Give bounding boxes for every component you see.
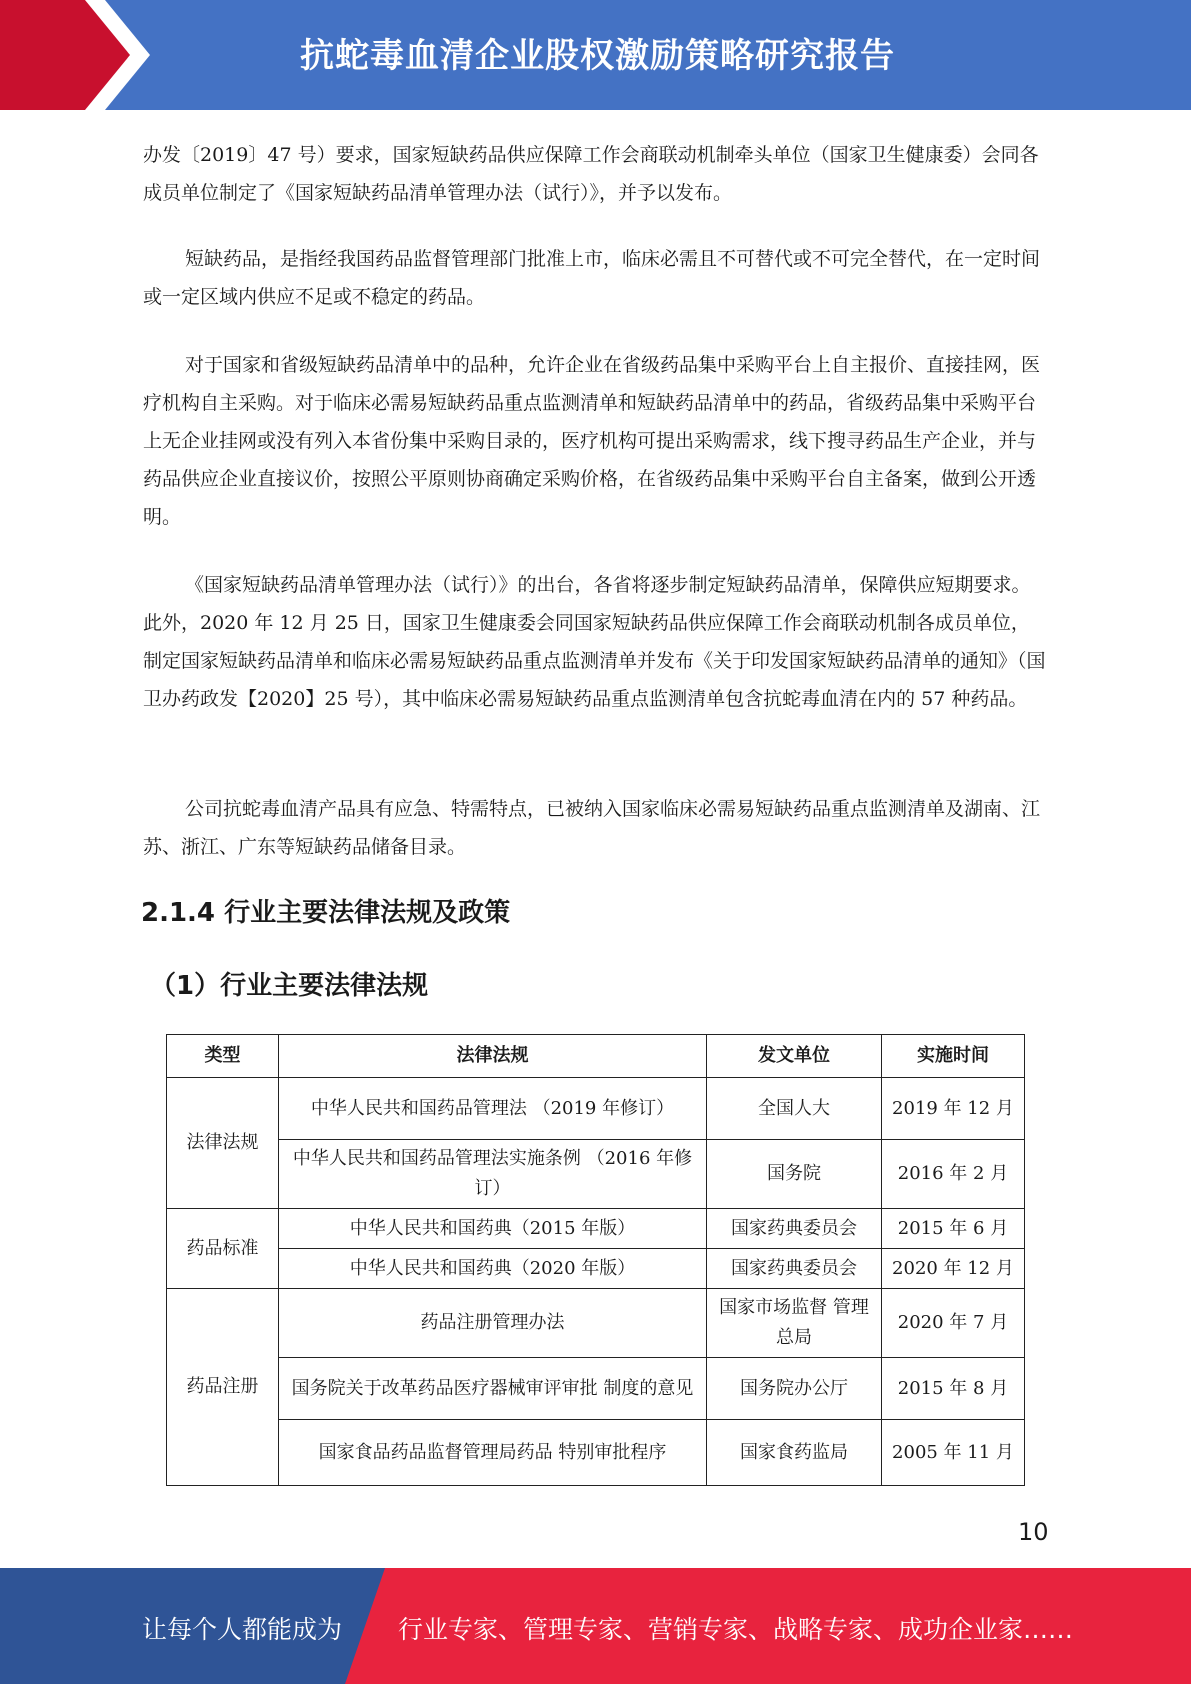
subsection-heading: （1）行业主要法律法规	[150, 971, 429, 1001]
date-cell: 2005 年 11 月	[882, 1420, 1025, 1486]
table-row	[167, 1289, 1025, 1358]
section-heading: 2.1.4 行业主要法律法规及政策	[141, 898, 511, 928]
date-cell: 2020 年 12 月	[882, 1249, 1025, 1289]
table-row	[167, 1358, 1025, 1420]
page-footer	[0, 1568, 1191, 1684]
header-law: 法律法规	[279, 1035, 707, 1078]
paragraph-5: 公司抗蛇毒血清产品具有应急、特需特点，已被纳入国家临床必需易短缺药品重点监测清单及湖南、江苏、浙江、广东等短缺药品储备目录。	[143, 798, 1041, 858]
paragraph-3: 对于国家和省级短缺药品清单中的品种，允许企业在省级药品集中采购平台上自主报价、直接挂网，医疗机构自主采购。对于临床必需易短缺药品重点监测清单和短缺药品清单中的药品，省级药品集中采购平台上无企业挂网或没有列入本省份集中采购目录的，医疗机构可提出采购需求，线下搜寻药品生产企业，并与药品供应企业直接议价，按照公平原则协商确定采购价格，在省级药品集中采购平台自主备案，做到公开透明。	[143, 354, 1041, 528]
footer-slogan-left: 让每个人都能成为	[142, 1615, 343, 1644]
table-row	[167, 1078, 1025, 1140]
page-number: 10	[1018, 1518, 1049, 1546]
law-cell: 国家食品药品监督管理局药品 特别审批程序	[279, 1420, 707, 1486]
issuer-cell: 国家药典委员会	[707, 1249, 882, 1289]
date-cell: 2015 年 8 月	[882, 1358, 1025, 1420]
paragraph-2: 短缺药品，是指经我国药品监督管理部门批准上市，临床必需且不可替代或不可完全替代，在一定时间或一定区域内供应不足或不稳定的药品。	[143, 248, 1041, 308]
law-cell: 国务院关于改革药品医疗器械审评审批 制度的意见	[279, 1358, 707, 1420]
table-header-row	[167, 1035, 1025, 1078]
group-type-cell: 法律法规	[167, 1078, 279, 1209]
law-cell: 药品注册管理办法	[279, 1289, 707, 1358]
group-type-cell: 药品标准	[167, 1209, 279, 1289]
law-cell: 中华人民共和国药典（2020 年版）	[279, 1249, 707, 1289]
date-cell: 2020 年 7 月	[882, 1289, 1025, 1358]
table-row	[167, 1140, 1025, 1209]
paragraph-1: 办发〔2019〕47 号）要求，国家短缺药品供应保障工作会商联动机制牵头单位（国家卫生健康委）会同各成员单位制定了《国家短缺药品清单管理办法（试行）》，并予以发布。	[143, 144, 1039, 204]
header-issuer: 发文单位	[707, 1035, 882, 1078]
law-cell: 中华人民共和国药品管理法实施条例 （2016 年修订）	[279, 1140, 707, 1209]
issuer-cell: 全国人大	[707, 1078, 882, 1140]
issuer-cell: 国务院办公厅	[707, 1358, 882, 1420]
header-date: 实施时间	[882, 1035, 1025, 1078]
issuer-cell: 国家食药监局	[707, 1420, 882, 1486]
table-row	[167, 1249, 1025, 1289]
footer-slogan-right: 行业专家、管理专家、营销专家、战略专家、成功企业家……	[398, 1615, 1074, 1644]
paragraph-4: 《国家短缺药品清单管理办法（试行）》的出台，各省将逐步制定短缺药品清单，保障供应短期要求。此外，2020 年 12 月 25 日，国家卫生健康委会同国家短缺药品供应保障工作会商联动机制各成员单位，制定国家短缺药品清单和临床必需易短缺药品重点监测清单并发布《关于印发国家短缺药品清单的通知》（国卫办药政发【2020】25 号），其中临床必需易短缺药品重点监测清单包含抗蛇毒血清在内的 57 种药品。	[143, 574, 1046, 710]
issuer-cell: 国务院	[707, 1140, 882, 1209]
date-cell: 2016 年 2 月	[882, 1140, 1025, 1209]
group-type-cell: 药品注册	[167, 1289, 279, 1486]
report-title: 抗蛇毒血清企业股权激励策略研究报告	[300, 36, 895, 76]
laws-table	[166, 1034, 1025, 1486]
date-cell: 2015 年 6 月	[882, 1209, 1025, 1249]
law-cell: 中华人民共和国药典（2015 年版）	[279, 1209, 707, 1249]
law-cell: 中华人民共和国药品管理法 （2019 年修订）	[279, 1078, 707, 1140]
table-row	[167, 1420, 1025, 1486]
header-type: 类型	[167, 1035, 279, 1078]
date-cell: 2019 年 12 月	[882, 1078, 1025, 1140]
table-row	[167, 1209, 1025, 1249]
issuer-cell: 国家药典委员会	[707, 1209, 882, 1249]
page-header	[0, 0, 1191, 110]
issuer-cell: 国家市场监督 管理总局	[707, 1289, 882, 1358]
